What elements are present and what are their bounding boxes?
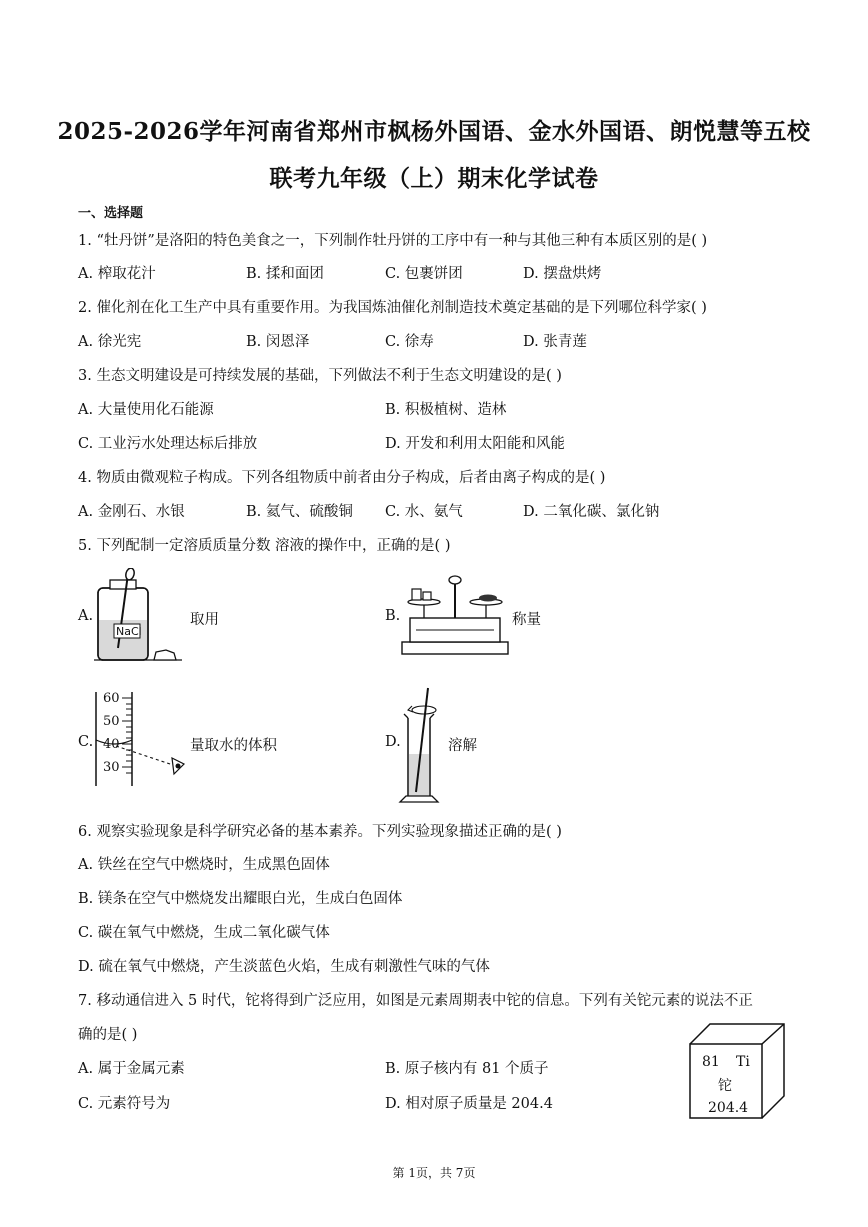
dissolving-cylinder-figure bbox=[398, 684, 448, 808]
question-5-option-b-letter: B. bbox=[385, 608, 401, 624]
question-7-option-d: D. 相对原子质量是 204.4 bbox=[385, 1096, 553, 1112]
question-1-stem: 1. “牡丹饼”是洛阳的特色美食之一，下列制作牡丹饼的工序中有一种与其他三种有本质区别的是( ) bbox=[78, 233, 708, 249]
question-3-option-c: C. 工业污水处理达标后排放 bbox=[78, 436, 258, 452]
question-4-stem: 4. 物质由微观粒子构成。下列各组物质中前者由分子构成，后者由离子构成的是( ) bbox=[78, 470, 606, 486]
question-5-option-a-caption: 取用 bbox=[190, 612, 219, 628]
tick-60: 60 bbox=[103, 691, 120, 706]
question-2-option-c: C. 徐寿 bbox=[385, 334, 434, 350]
question-6-option-a: A. 铁丝在空气中燃烧时，生成黑色固体 bbox=[78, 857, 330, 873]
question-7-stem-line-1: 7. 移动通信进入 5 时代，铊将得到广泛应用，如图是元素周期表中铊的信息。下列有关铊元素的说法不正 bbox=[78, 993, 753, 1009]
question-4-option-d: D. 二氧化碳、氯化钠 bbox=[523, 504, 660, 520]
question-4-option-c: C. 水、氨气 bbox=[385, 504, 463, 520]
section-heading: 一、选择题 bbox=[78, 206, 144, 221]
tick-30: 30 bbox=[103, 760, 120, 775]
page-footer: 第 1页，共 7页 bbox=[392, 1166, 476, 1180]
title-line-1: 2025-2026学年河南省郑州市枫杨外国语、金水外国语、朗悦慧等五校 bbox=[57, 118, 811, 145]
question-5-option-b-caption: 称量 bbox=[512, 612, 541, 628]
title-line-2: 联考九年级（上）期末化学试卷 bbox=[269, 165, 599, 192]
question-5-option-d-caption: 溶解 bbox=[448, 738, 477, 754]
question-5-option-c-caption: 量取水的体积 bbox=[190, 738, 277, 754]
element-symbol: Ti bbox=[736, 1054, 750, 1070]
question-6-stem: 6. 观察实验现象是科学研究必备的基本素养。下列实验现象描述正确的是( ) bbox=[78, 824, 562, 840]
question-7-stem-line-2: 确的是( ) bbox=[78, 1027, 138, 1043]
atomic-number: 81 bbox=[702, 1054, 720, 1070]
question-3-stem: 3. 生态文明建设是可持续发展的基础，下列做法不利于生态文明建设的是( ) bbox=[78, 368, 562, 384]
question-7-option-a: A. 属于金属元素 bbox=[78, 1061, 185, 1077]
question-2-option-b: B. 闵恩泽 bbox=[246, 334, 310, 350]
question-1-option-b: B. 揉和面团 bbox=[246, 266, 324, 282]
question-4-option-b: B. 氦气、硫酸铜 bbox=[246, 504, 353, 520]
question-5-stem: 5. 下列配制一定溶质质量分数 溶液的操作中，正确的是( ) bbox=[78, 538, 451, 554]
question-6-option-b: B. 镁条在空气中燃烧发出耀眼白光，生成白色固体 bbox=[78, 891, 403, 907]
thallium-element-tile bbox=[688, 1022, 788, 1120]
question-1-option-a: A. 榨取花汁 bbox=[78, 266, 156, 282]
tick-50: 50 bbox=[103, 714, 120, 729]
question-6-option-c: C. 碳在氧气中燃烧，生成二氧化碳气体 bbox=[78, 925, 330, 941]
nacl-label: NaCl bbox=[116, 625, 142, 638]
question-5-option-c-letter: C. bbox=[78, 734, 94, 750]
question-1-option-c: C. 包裹饼团 bbox=[385, 266, 463, 282]
graduated-cylinder-figure bbox=[92, 688, 192, 788]
question-2-stem: 2. 催化剂在化工生产中具有重要作用。为我国炼油催化剂制造技术奠定基础的是下列哪位科学家( ) bbox=[78, 300, 707, 316]
question-5-option-d-letter: D. bbox=[385, 734, 401, 750]
atomic-mass: 204.4 bbox=[708, 1100, 749, 1116]
balance-figure bbox=[400, 572, 512, 658]
question-2-option-d: D. 张青莲 bbox=[523, 334, 587, 350]
question-2-option-a: A. 徐光宪 bbox=[78, 334, 142, 350]
question-4-option-a: A. 金刚石、水银 bbox=[78, 504, 185, 520]
question-7-option-b: B. 原子核内有 81 个质子 bbox=[385, 1061, 549, 1077]
question-3-option-a: A. 大量使用化石能源 bbox=[78, 402, 214, 418]
element-name: 铊 bbox=[718, 1078, 732, 1094]
question-1-option-d: D. 摆盘烘烤 bbox=[523, 266, 602, 282]
question-3-option-b: B. 积极植树、造林 bbox=[385, 402, 507, 418]
question-3-option-d: D. 开发和利用太阳能和风能 bbox=[385, 436, 565, 452]
question-7-option-c: C. 元素符号为 bbox=[78, 1096, 171, 1112]
tick-40: 40 bbox=[103, 737, 120, 752]
question-6-option-d: D. 硫在氧气中燃烧，产生淡蓝色火焰，生成有刺激性气味的气体 bbox=[78, 959, 490, 975]
nacl-bottle-figure bbox=[94, 568, 186, 662]
question-5-option-a-letter: A. bbox=[78, 608, 94, 624]
